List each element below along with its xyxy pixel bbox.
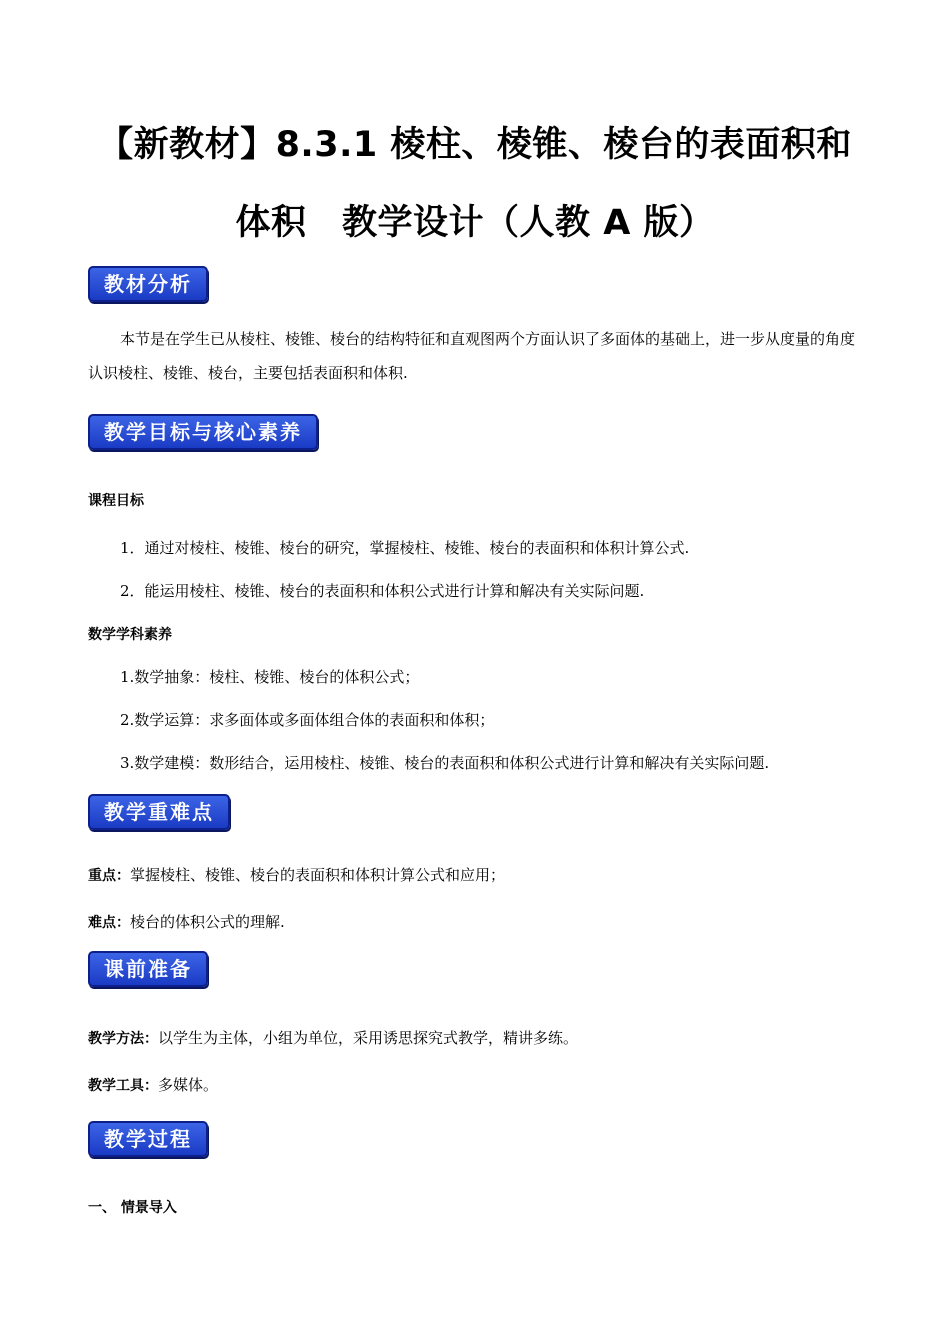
literacy-item-3: 3.数学建模：数形结合，运用棱柱、棱锥、棱台的表面积和体积公式进行计算和解决有关实际问题. (120, 754, 770, 772)
process-first-heading: 一、 情景导入 (88, 1200, 177, 1216)
teaching-tools-text: 多媒体。 (158, 1076, 219, 1094)
teaching-tools-line (88, 1074, 218, 1095)
course-goal-item-2: 2．能运用棱柱、棱锥、棱台的表面积和体积公式进行计算和解决有关实际问题. (120, 582, 645, 600)
literacy-heading: 数学学科素养 (88, 627, 172, 643)
analysis-paragraph: 本节是在学生已从棱柱、棱锥、棱台的结构特征和直观图两个方面认识了多面体的基础上，进一步从度量的角度认识棱柱、棱锥、棱台，主要包括表面积和体积. (88, 330, 856, 382)
document-title-line-2: 体积 教学设计（人教 A 版） (235, 203, 715, 243)
key-point-text: 掌握棱柱、棱锥、棱台的表面积和体积计算公式和应用； (130, 866, 506, 884)
section-badge-process: 教学过程 (88, 1121, 208, 1157)
teaching-method-label: 教学方法： (88, 1031, 158, 1047)
course-goals-heading: 课程目标 (88, 493, 144, 509)
teaching-tools-label: 教学工具： (88, 1078, 158, 1094)
section-badge-goals: 教学目标与核心素养 (88, 414, 318, 450)
difficult-point-text: 棱台的体积公式的理解. (130, 913, 285, 931)
section-badge-keypoints: 教学重难点 (88, 794, 230, 830)
section-badge-analysis: 教材分析 (88, 266, 208, 302)
document-title-line-1: 【新教材】8.3.1 棱柱、棱锥、棱台的表面积和 (98, 125, 852, 165)
difficult-point-label: 难点： (88, 915, 130, 931)
teaching-method-line (88, 1027, 578, 1048)
section-badge-preparation: 课前准备 (88, 951, 208, 987)
course-goal-item-1: 1．通过对棱柱、棱锥、棱台的研究，掌握棱柱、棱锥、棱台的表面积和体积计算公式. (120, 539, 690, 557)
literacy-item-1: 1.数学抽象：棱柱、棱锥、棱台的体积公式； (120, 668, 420, 686)
key-point-line (88, 864, 505, 885)
teaching-method-text: 以学生为主体，小组为单位，采用诱思探究式教学，精讲多练。 (158, 1029, 579, 1047)
difficult-point-line (88, 911, 285, 932)
key-point-label: 重点： (88, 868, 130, 884)
literacy-item-2: 2.数学运算：求多面体或多面体组合体的表面积和体积； (120, 711, 495, 729)
